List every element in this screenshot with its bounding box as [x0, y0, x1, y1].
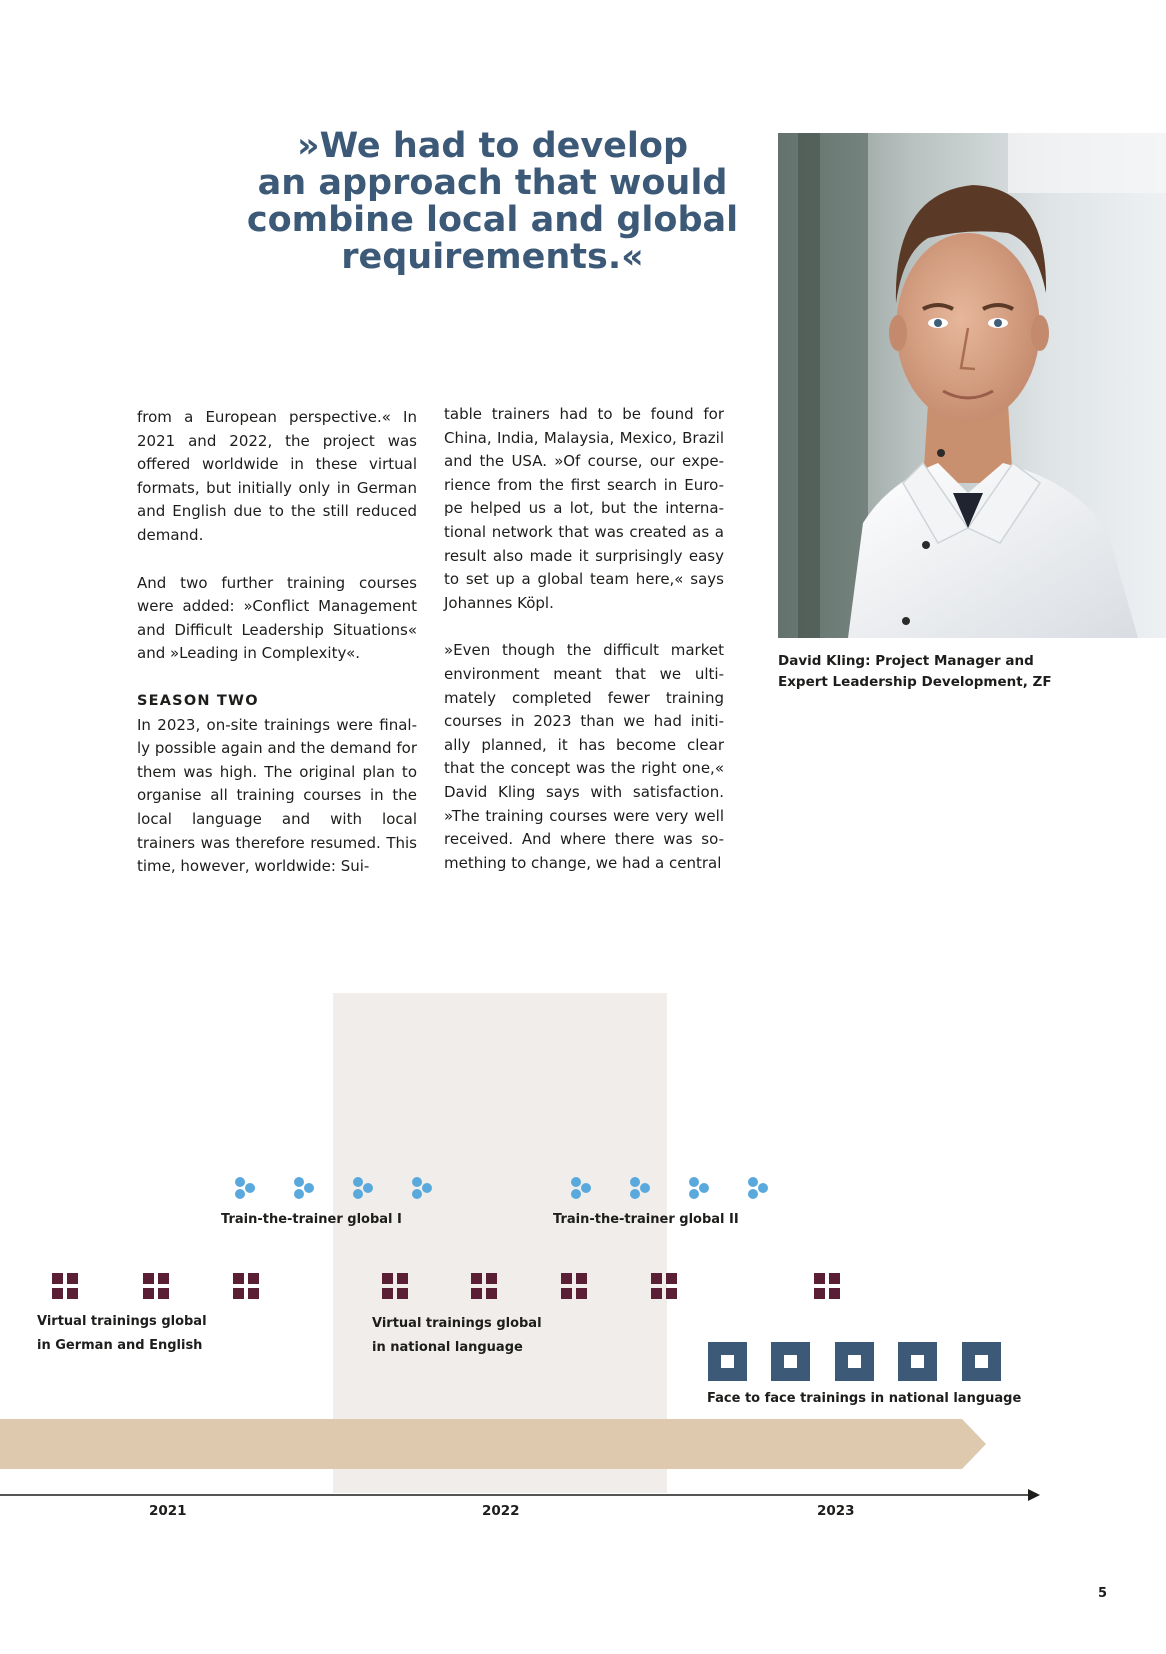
paragraph: In 2023, on-site trainings were final-ly possible again and the demand for them was high. The original plan to organise all training courses in the local language and with local trainers was therefore resumed. This time, however, worldwide: Sui-: [137, 715, 417, 876]
framed-square-icon: [771, 1342, 810, 1381]
label-line: Virtual trainings global: [372, 1316, 542, 1331]
year-label-2023: 2023: [817, 1503, 855, 1519]
dot-cluster-icon: [748, 1177, 768, 1199]
caption-line: David Kling: Project Manager and: [778, 653, 1034, 669]
framed-square-icon: [898, 1342, 937, 1381]
dot-cluster-icon: [630, 1177, 650, 1199]
page-number: 5: [1098, 1586, 1108, 1601]
framed-square-icon: [708, 1342, 747, 1381]
label-line: in German and English: [37, 1338, 203, 1353]
caption-line: Expert Leadership Development, ZF: [778, 674, 1052, 690]
grid-square-icon: [651, 1273, 677, 1299]
grid-square-icon: [233, 1273, 259, 1299]
pull-quote-line: combine local and global: [246, 200, 739, 240]
framed-square-icon: [962, 1342, 1001, 1381]
body-column-2: [444, 403, 724, 899]
paragraph: table trainers had to be found for China, India, Malaysia, Mexico, Brazil and the USA. »Of course, our expe-rience from the first search in Euro-pe helped us a lot, but the interna-tional network that was created as a result also made it surprisingly easy to set up a global team here,« says Johannes Köpl.: [444, 405, 724, 612]
label-virtual-national: [372, 1312, 542, 1360]
dot-cluster-icon: [412, 1177, 432, 1199]
framed-square-icons: [708, 1342, 1001, 1381]
label-train-the-trainer-global-2: Train-the-trainer global II: [553, 1212, 739, 1227]
dot-cluster-icons: [235, 1177, 768, 1199]
paragraph: from a European perspective.« In 2021 and 2022, the project was offered worldwide in these virtual formats, but initially only in German and English due to the still reduced demand.: [137, 408, 417, 544]
paragraph: And two further training courses were added: »Conflict Management and Difficult Leadership Situations« and »Leading in Complexity«.: [137, 573, 417, 663]
grid-square-icon: [52, 1273, 78, 1299]
dot-cluster-icon: [689, 1177, 709, 1199]
grid-square-icons: [52, 1273, 840, 1299]
grid-square-icon: [561, 1273, 587, 1299]
axis-arrowhead-icon: [1028, 1489, 1040, 1501]
timeline-arrow-band: [0, 1419, 986, 1469]
dot-cluster-icon: [294, 1177, 314, 1199]
dot-cluster-icon: [235, 1177, 255, 1199]
paragraph: »Even though the difficult market environment meant that we ulti-mately completed fewer training courses in 2023 than we had initi-ally planned, it has become clear that the concept was the right one,« David Kling says with satisfaction. »The training courses were very well received. And where there was so-mething to change, we had a central: [444, 641, 724, 872]
year-label-2021: 2021: [149, 1503, 187, 1519]
portrait-photo: [778, 133, 1166, 638]
label-line: Virtual trainings global: [37, 1314, 207, 1329]
grid-square-icon: [814, 1273, 840, 1299]
body-column-1: [137, 406, 417, 903]
dot-cluster-icon: [353, 1177, 373, 1199]
label-train-the-trainer-global-1: Train-the-trainer global I: [221, 1212, 402, 1227]
pull-quote: [230, 128, 755, 276]
section-heading: SEASON TWO: [137, 692, 259, 709]
grid-square-icon: [382, 1273, 408, 1299]
label-line: in national language: [372, 1340, 523, 1355]
pull-quote-line: »We had to develop: [296, 126, 689, 166]
grid-square-icon: [143, 1273, 169, 1299]
pull-quote-line: an approach that would: [257, 163, 728, 203]
label-virtual-german-english: [37, 1310, 207, 1358]
photo-caption: [778, 651, 1098, 693]
grid-square-icon: [471, 1273, 497, 1299]
year-label-2022: 2022: [482, 1503, 520, 1519]
timeline-graphic: [0, 993, 1166, 1513]
framed-square-icon: [835, 1342, 874, 1381]
label-face-to-face: Face to face trainings in national language: [707, 1391, 1022, 1406]
dot-cluster-icon: [571, 1177, 591, 1199]
pull-quote-line: requirements.«: [341, 237, 644, 277]
